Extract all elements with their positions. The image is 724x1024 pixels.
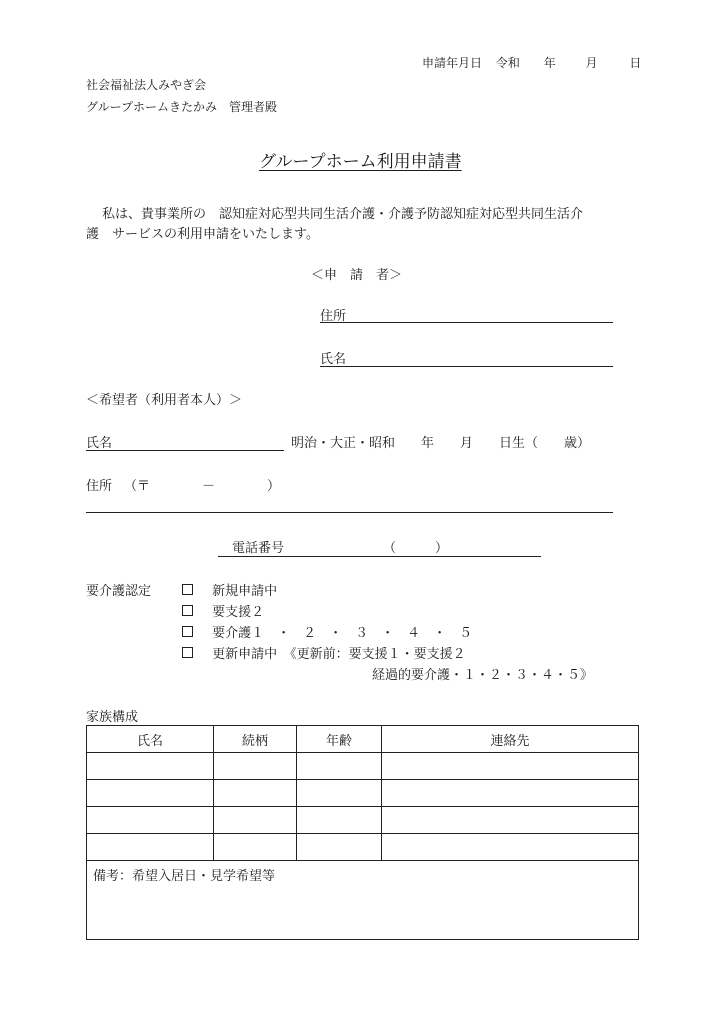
care-level-label: 要介護認定 — [86, 584, 152, 599]
table-cell[interactable] — [87, 834, 214, 861]
table-row — [87, 753, 639, 780]
family-table — [86, 725, 639, 940]
user-phone-parens: （ ） — [383, 541, 449, 556]
care-continuation: 経過的要介護・１・２・３・４・５》 — [372, 668, 594, 683]
care-option — [182, 643, 466, 662]
user-postal-code: （〒 － ） — [124, 479, 281, 494]
checkbox-care-level[interactable] — [182, 626, 193, 637]
remarks-row — [87, 861, 639, 940]
column-header-name: 氏名 — [87, 726, 214, 753]
day-unit: 日 — [629, 56, 642, 70]
user-name-label: 氏名 — [86, 436, 113, 451]
intro-line-1: 私は、貴事業所の 認知症対応型共同生活介護・介護予防認知症対応型共同生活介 — [102, 207, 584, 222]
page-title: グループホーム利用申請書 — [259, 152, 462, 172]
user-birth-text: 明治・大正・昭和 年 月 日生（ 歳） — [291, 436, 591, 451]
table-cell[interactable] — [297, 753, 382, 780]
user-name-field[interactable] — [86, 450, 284, 451]
table-cell[interactable] — [382, 780, 639, 807]
recipient-facility: グループホームきたかみ 管理者殿 — [86, 100, 278, 114]
year-unit: 年 — [543, 56, 556, 70]
table-cell[interactable] — [297, 834, 382, 861]
table-row — [87, 780, 639, 807]
applicant-address-field[interactable] — [320, 322, 613, 323]
care-option-label: 要介護１ ・ ２ ・ ３ ・ ４ ・ ５ — [212, 626, 473, 641]
care-option — [182, 622, 472, 641]
applicant-heading: ＜申 請 者＞ — [311, 268, 403, 283]
table-cell[interactable] — [87, 807, 214, 834]
column-header-contact: 連絡先 — [382, 726, 639, 753]
checkbox-renewal[interactable] — [182, 647, 193, 658]
care-option — [182, 580, 277, 599]
table-cell[interactable] — [214, 753, 297, 780]
applicant-address-label: 住所 — [320, 309, 347, 324]
family-heading: 家族構成 — [86, 710, 139, 725]
era-label: 令和 — [495, 56, 520, 70]
care-option-label: 要支援２ — [212, 605, 265, 620]
table-header-row — [87, 726, 639, 753]
user-heading: ＜希望者（利用者本人）＞ — [86, 393, 243, 408]
remarks-cell[interactable] — [87, 861, 639, 940]
care-option-label: 新規申請中 — [212, 584, 278, 599]
application-date-line — [422, 54, 641, 71]
column-header-relation: 続柄 — [214, 726, 297, 753]
table-cell[interactable] — [382, 807, 639, 834]
user-phone-field[interactable] — [218, 556, 541, 557]
table-cell[interactable] — [382, 753, 639, 780]
user-address-label: 住所 — [86, 479, 113, 494]
intro-line-2: 護 サービスの利用申請をいたします。 — [86, 227, 319, 242]
table-cell[interactable] — [297, 807, 382, 834]
user-phone-label: 電話番号 — [232, 541, 285, 556]
table-cell[interactable] — [87, 753, 214, 780]
user-address-field[interactable] — [86, 512, 613, 513]
care-option-label: 更新申請中 《更新前：要支援１・要支援２ — [212, 647, 466, 662]
table-cell[interactable] — [214, 807, 297, 834]
table-cell[interactable] — [297, 780, 382, 807]
applicant-name-label: 氏名 — [320, 352, 347, 367]
table-cell[interactable] — [382, 834, 639, 861]
checkbox-new-application[interactable] — [182, 584, 193, 595]
month-unit: 月 — [585, 56, 598, 70]
date-label: 申請年月日 — [422, 56, 483, 70]
checkbox-support-2[interactable] — [182, 605, 193, 616]
table-cell[interactable] — [214, 780, 297, 807]
care-option — [182, 601, 264, 620]
table-row — [87, 834, 639, 861]
table-cell[interactable] — [87, 780, 214, 807]
table-row — [87, 807, 639, 834]
table-cell[interactable] — [214, 834, 297, 861]
remarks-label: 備考：希望入居日・見学希望等 — [93, 869, 276, 884]
applicant-name-field[interactable] — [320, 366, 613, 367]
recipient-org: 社会福祉法人みやぎ会 — [86, 78, 207, 92]
column-header-age: 年齢 — [297, 726, 382, 753]
